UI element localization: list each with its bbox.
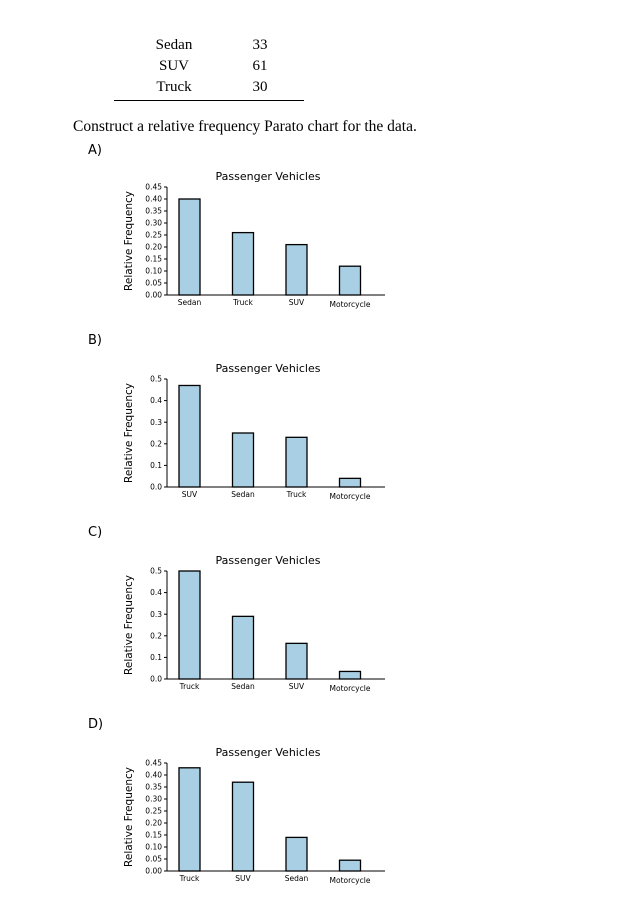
- y-tick-label: 0.10: [145, 266, 162, 276]
- y-tick-label: 0.4: [150, 396, 162, 406]
- y-tick-label: 0.3: [150, 417, 162, 427]
- chart-title: Passenger Vehicles: [215, 554, 321, 567]
- x-tick-label-sedan: Sedan: [231, 682, 255, 691]
- option-c-label[interactable]: C): [88, 525, 103, 540]
- y-tick-label: 0.35: [145, 206, 162, 216]
- bar-truck: [233, 233, 254, 295]
- table-cell-value: 61: [252, 58, 268, 74]
- bar-suv: [286, 245, 307, 295]
- y-tick-label: 0.40: [145, 194, 162, 204]
- x-tick-label-sedan: Sedan: [177, 298, 202, 307]
- chart-title: Passenger Vehicles: [215, 170, 321, 183]
- x-tick-label-suv: SUV: [288, 682, 305, 691]
- bar-suv: [233, 782, 254, 871]
- y-tick-label: 0.45: [145, 758, 162, 768]
- y-tick-label: 0.05: [145, 278, 162, 288]
- bar-truck: [286, 437, 307, 487]
- y-tick-label: 0.25: [145, 806, 162, 816]
- x-tick-label-suv: SUV: [235, 874, 251, 883]
- bar-motorcycle: [340, 671, 361, 679]
- x-tick-label-truck: Truck: [179, 682, 200, 691]
- table-bottom-rule: [114, 100, 304, 101]
- y-tick-label: 0.15: [145, 254, 162, 264]
- y-axis-label: Relative Frequency: [123, 767, 135, 867]
- bar-truck: [179, 571, 200, 679]
- y-tick-label: 0.2: [150, 439, 162, 449]
- option-d-label[interactable]: D): [88, 717, 104, 732]
- table-row: [114, 55, 304, 76]
- y-tick-label: 0.0: [150, 674, 162, 684]
- option-a-chart: [120, 165, 390, 315]
- frequency-table: [114, 34, 304, 97]
- y-tick-label: 0.25: [145, 230, 162, 240]
- y-tick-label: 0.30: [145, 794, 162, 804]
- y-tick-label: 0.2: [150, 631, 162, 641]
- y-axis-label: Relative Frequency: [123, 383, 135, 483]
- x-tick-label-suv: SUV: [181, 490, 198, 499]
- chart-title: Passenger Vehicles: [215, 362, 321, 375]
- bar-sedan: [179, 199, 200, 295]
- option-b-chart: [120, 357, 390, 507]
- x-tick-label-motorcycle: Motorcycle: [329, 876, 371, 885]
- y-tick-label: 0.15: [145, 830, 162, 840]
- y-axis-label: Relative Frequency: [123, 575, 135, 675]
- y-tick-label: 0.05: [145, 854, 162, 864]
- y-axis-label: Relative Frequency: [123, 191, 135, 291]
- table-row: [114, 34, 304, 55]
- y-tick-label: 0.1: [150, 653, 162, 662]
- y-tick-label: 0.00: [145, 866, 162, 876]
- y-tick-label: 0.20: [145, 818, 162, 828]
- table-cell-category: SUV: [158, 58, 189, 74]
- x-tick-label-sedan: Sedan: [231, 490, 255, 499]
- y-tick-label: 0.5: [150, 374, 162, 384]
- bar-sedan: [233, 433, 254, 487]
- y-tick-label: 0.00: [145, 290, 162, 300]
- y-tick-label: 0.35: [145, 782, 162, 792]
- table-row: [114, 76, 304, 97]
- y-tick-label: 0.1: [150, 461, 162, 470]
- y-tick-label: 0.4: [150, 588, 162, 598]
- y-tick-label: 0.20: [145, 242, 162, 252]
- table-cell-value: 30: [252, 79, 268, 95]
- table-cell-category: Truck: [156, 79, 192, 95]
- option-d-chart: [120, 741, 390, 891]
- x-tick-label-motorcycle: Motorcycle: [329, 300, 371, 309]
- chart-title: Passenger Vehicles: [215, 746, 321, 759]
- option-a-label[interactable]: A): [88, 143, 102, 158]
- x-tick-label-suv: SUV: [288, 298, 305, 307]
- bar-sedan: [286, 837, 307, 871]
- bar-sedan: [233, 616, 254, 679]
- x-tick-label-truck: Truck: [286, 490, 307, 499]
- bar-truck: [179, 768, 200, 871]
- bar-motorcycle: [340, 266, 361, 295]
- x-tick-label-motorcycle: Motorcycle: [329, 684, 371, 693]
- question-text: Construct a relative frequency Parato chart for the data.: [73, 118, 417, 135]
- y-tick-label: 0.5: [150, 566, 162, 576]
- bar-motorcycle: [340, 478, 361, 487]
- bar-suv: [286, 643, 307, 679]
- table-cell-value: 33: [252, 37, 268, 53]
- y-tick-label: 0.30: [145, 218, 162, 228]
- x-tick-label-sedan: Sedan: [284, 874, 309, 883]
- y-tick-label: 0.3: [150, 609, 162, 619]
- x-tick-label-motorcycle: Motorcycle: [329, 492, 371, 501]
- y-tick-label: 0.0: [150, 482, 162, 492]
- option-b-label[interactable]: B): [88, 333, 102, 348]
- y-tick-label: 0.40: [145, 770, 162, 780]
- y-tick-label: 0.45: [145, 182, 162, 192]
- bar-motorcycle: [340, 860, 361, 871]
- x-tick-label-truck: Truck: [233, 298, 253, 307]
- x-tick-label-truck: Truck: [179, 874, 200, 883]
- option-c-chart: [120, 549, 390, 699]
- table-cell-category: Sedan: [155, 37, 193, 53]
- y-tick-label: 0.10: [145, 842, 162, 852]
- bar-suv: [179, 385, 200, 487]
